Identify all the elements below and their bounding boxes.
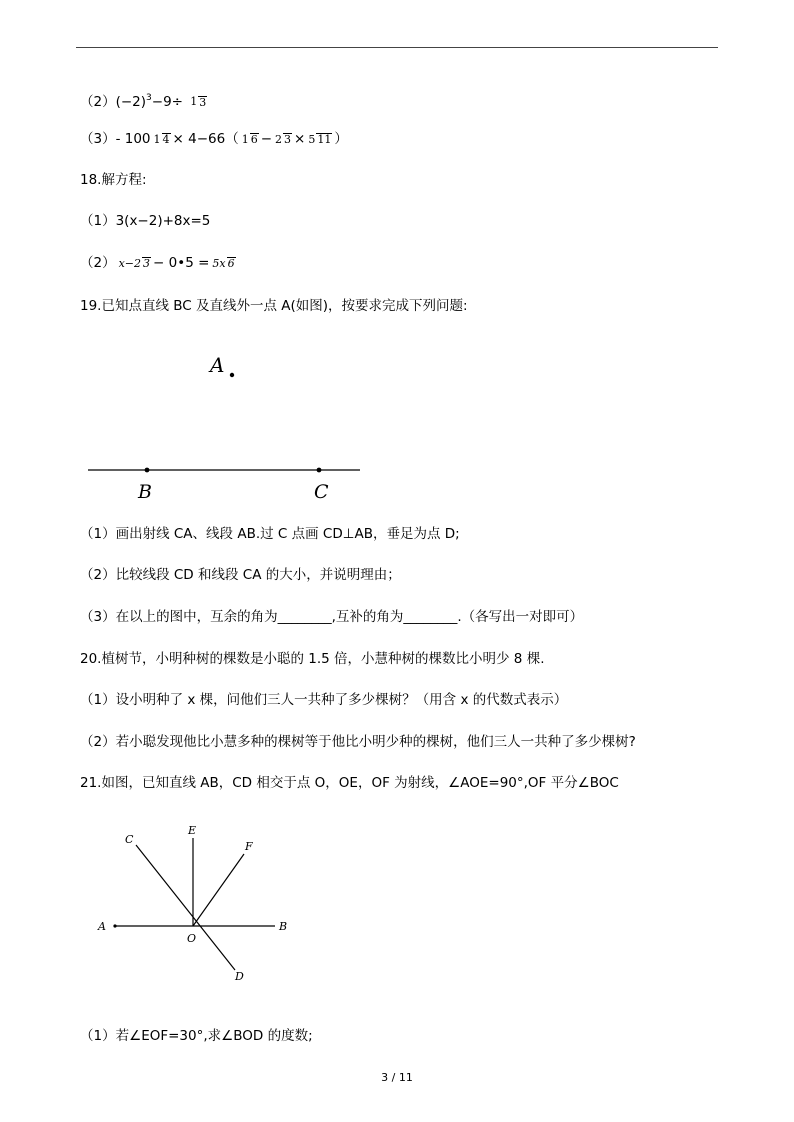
fraction: 5 11 (308, 132, 332, 146)
point-c (317, 468, 322, 473)
point-b (145, 468, 150, 473)
point-a-label: A (98, 920, 106, 933)
q17-part2: $(2)(-2)^3-9\div 1$ 3 (80, 93, 207, 110)
point-c-label: C (314, 481, 329, 503)
point-a-label: A (210, 353, 225, 377)
q21-figure (90, 820, 310, 990)
point-a (230, 373, 234, 377)
fraction: 1 6 (241, 132, 258, 146)
fraction: 1 3 (190, 95, 207, 109)
point-d-label: D (235, 970, 244, 983)
q19-part1: （1）画出射线 CA、线段 AB.过 C 点画 CD⊥AB，垂足为点 D; (80, 526, 460, 542)
point-o-label: O (187, 932, 197, 945)
point-f-label: F (245, 840, 253, 853)
page-number: 3 / 11 (381, 1071, 413, 1084)
q20-title: 20.植树节，小明种树的棵数是小聪的 1.5 倍，小慧种树的棵数比小明少 8 棵. (80, 651, 545, 667)
q18-title: 18.解方程: (80, 172, 147, 188)
q17-part3: （3）- 100 1 4 × 4−66（1 6−2 3×5 11） (80, 131, 348, 147)
fraction: x−2 3 (118, 256, 151, 270)
q18-part1: （1）3(x−2)+8x=5 (80, 213, 211, 229)
point-b-label: B (138, 481, 152, 503)
point-e-label: E (188, 824, 197, 837)
header-rule (76, 47, 718, 48)
q20-part2: （2）若小聪发现他比小慧多种的棵树等于他比小明少种的棵树，他们三人一共种了多少棵树? (80, 734, 636, 750)
point-c-label: C (125, 833, 134, 846)
q19-part3: （3）在以上的图中，互余的角为________,互补的角为________.（各写出一对即可） (80, 609, 584, 625)
q21-part1: （1）若∠EOF=30°,求∠BOD 的度数; (80, 1028, 313, 1044)
q19-figure (80, 350, 380, 510)
fraction: 2 3 (275, 132, 292, 146)
line-cd (136, 845, 235, 970)
point-b-label: B (279, 920, 288, 933)
mixed-fraction: 1 4 (153, 132, 170, 146)
q19-part2: （2）比较线段 CD 和线段 CA 的大小，并说明理由； (80, 567, 401, 583)
q18-part2: （2） x−2 3− 0•5 =5x 6 (80, 255, 235, 271)
ray-of (193, 854, 244, 926)
q21-title: 21.如图，已知直线 AB，CD 相交于点 O，OE，OF 为射线，∠AOE=90°,OF 平分∠BOC (80, 775, 619, 791)
q19-title: 19.已知点直线 BC 及直线外一点 A(如图)，按要求完成下列问题: (80, 298, 468, 314)
fraction: 5x 6 (212, 256, 235, 270)
q20-part1: （1）设小明种了 x 棵，问他们三人一共种了多少棵树？（用含 x 的代数式表示） (80, 692, 568, 708)
point-a (113, 924, 116, 927)
